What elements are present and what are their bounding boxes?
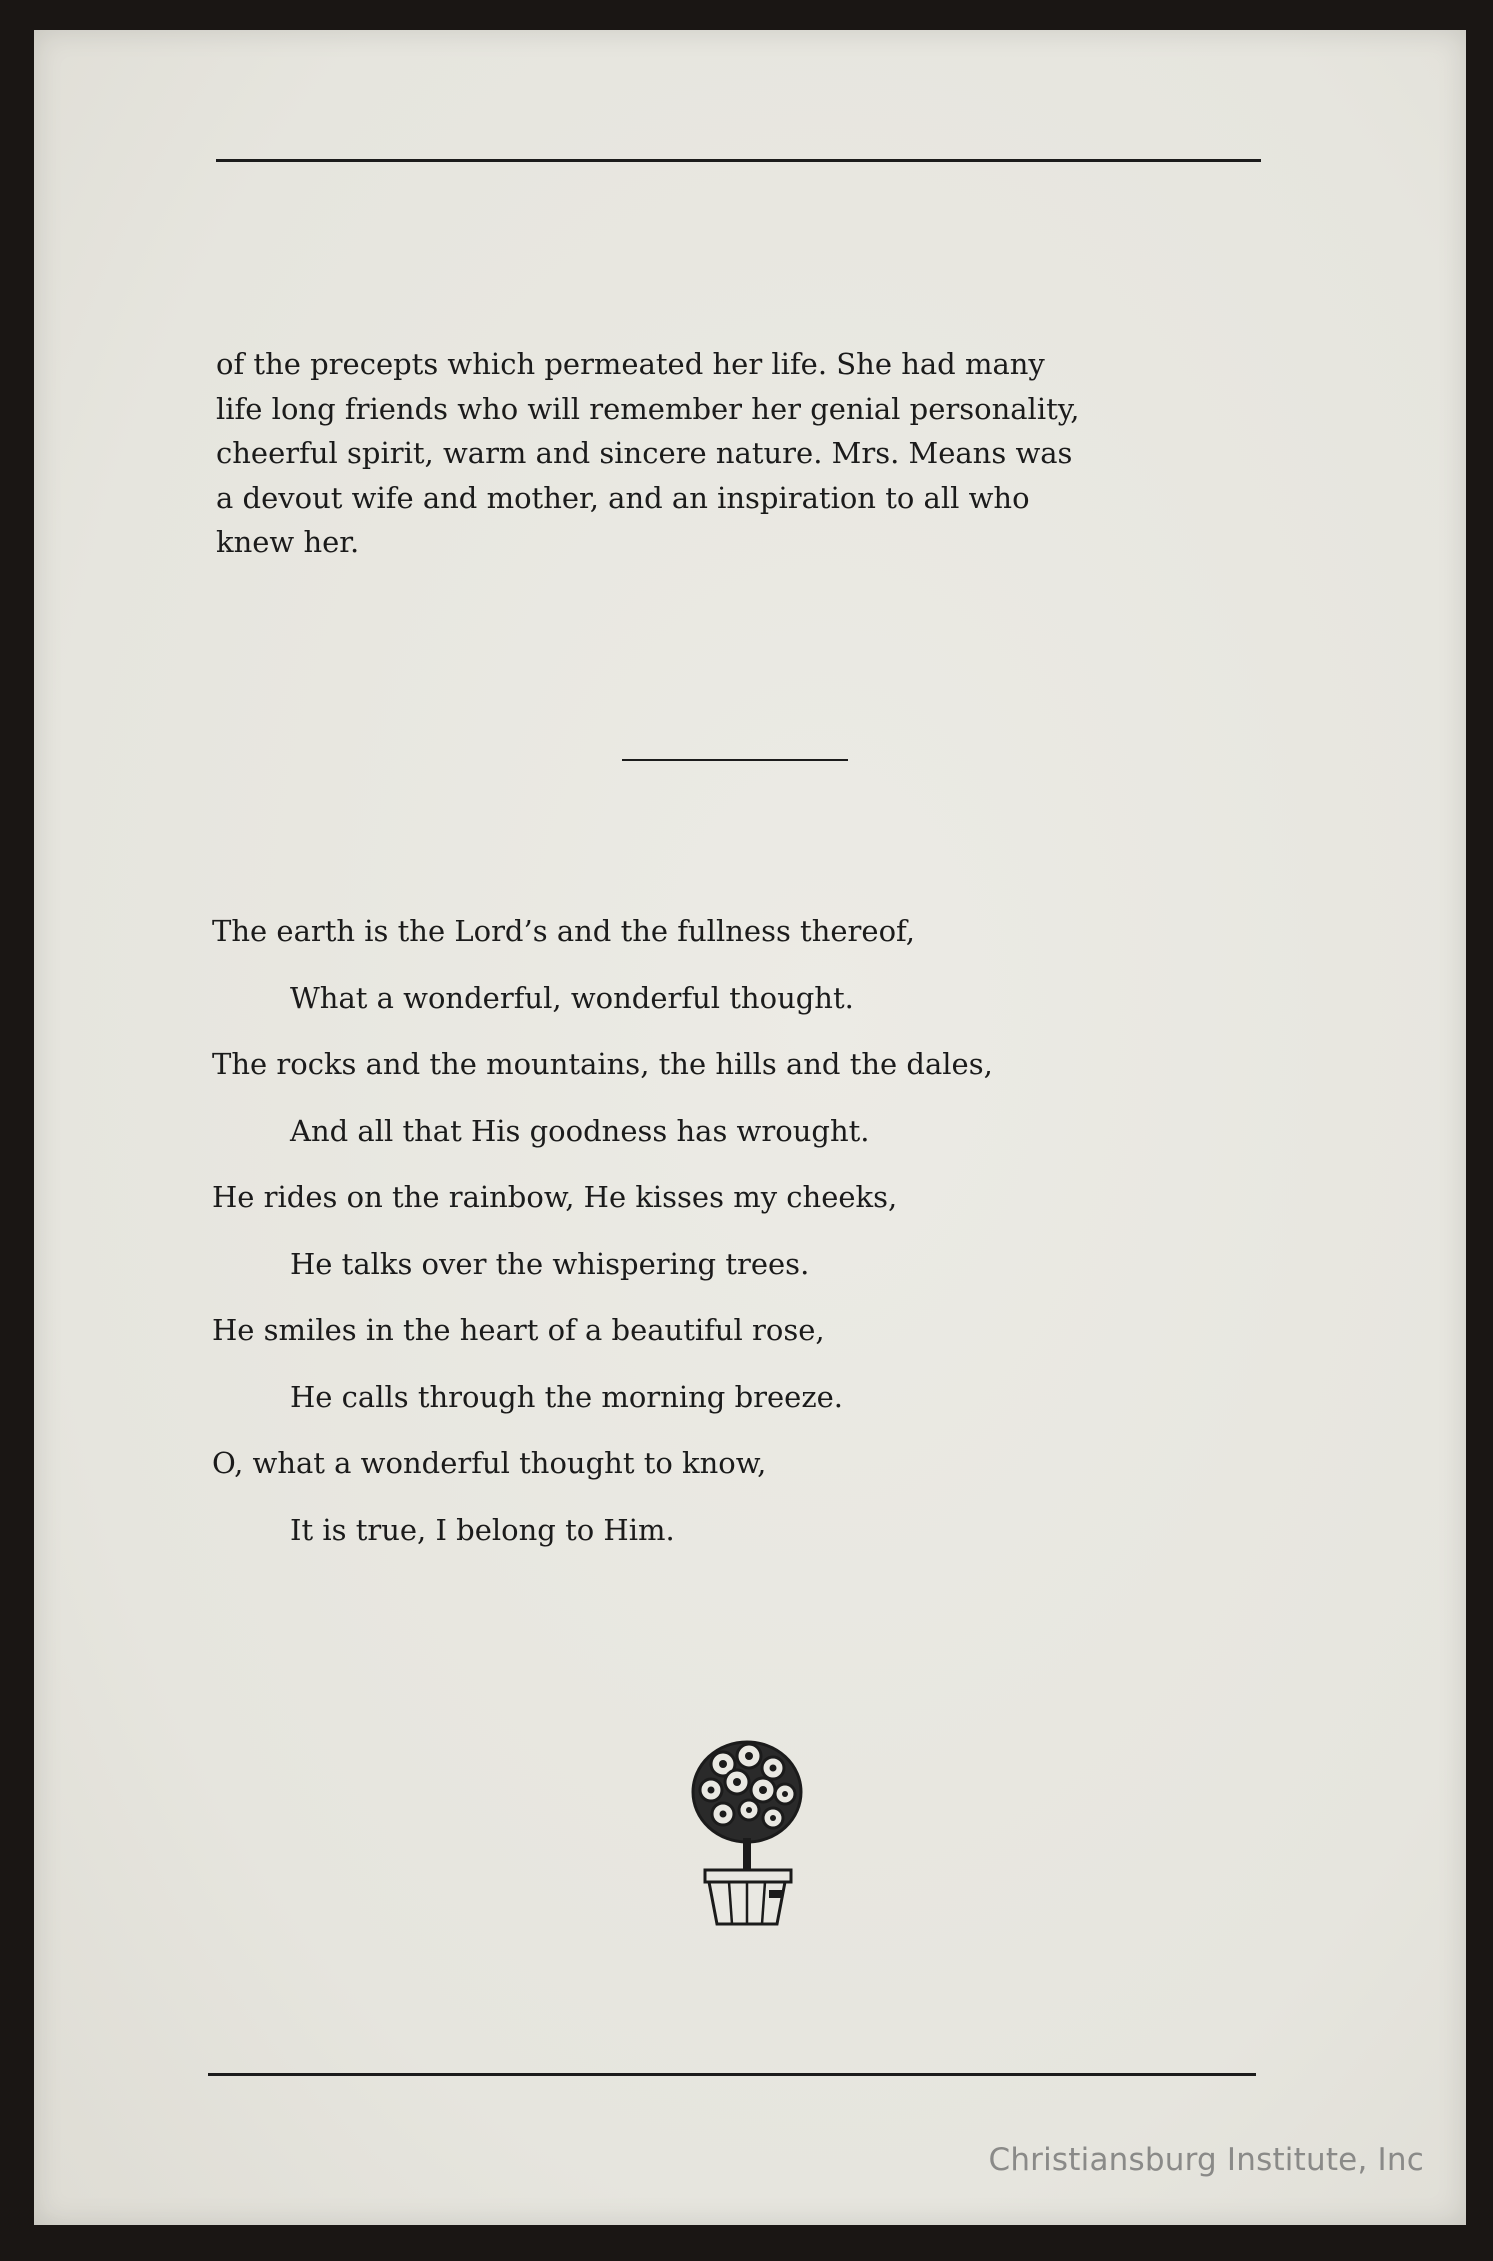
prose-line: life long friends who will remember her genial personality, bbox=[216, 391, 1080, 426]
prose-line: knew her. bbox=[216, 525, 360, 559]
poem-line: What a wonderful, wonderful thought. bbox=[290, 980, 854, 1015]
top-rule bbox=[216, 159, 1261, 162]
prose-line: a devout wife and mother, and an inspiration to all who bbox=[216, 480, 1030, 515]
poem-line: He talks over the whispering trees. bbox=[290, 1246, 810, 1281]
poem-line: O, what a wonderful thought to know, bbox=[212, 1446, 767, 1480]
poem-line: It is true, I belong to Him. bbox=[290, 1512, 675, 1547]
prose-line: cheerful spirit, warm and sincere nature. Mrs. Means was bbox=[216, 436, 1073, 470]
poem-line: He rides on the rainbow, He kisses my cheeks, bbox=[212, 1180, 898, 1214]
section-divider bbox=[622, 759, 848, 761]
poem-line: And all that His goodness has wrought. bbox=[290, 1113, 870, 1148]
poem-line: The earth is the Lord’s and the fullness thereof, bbox=[212, 914, 915, 948]
potted-topiary-tree-icon bbox=[677, 1730, 817, 1930]
obituary-paragraph bbox=[216, 342, 1280, 565]
bottom-rule bbox=[208, 2073, 1256, 2076]
prose-line: of the precepts which permeated her life. She had many bbox=[216, 347, 1045, 381]
poem-line: He smiles in the heart of a beautiful rose, bbox=[212, 1313, 825, 1347]
document-page bbox=[34, 30, 1466, 2225]
poem-line: The rocks and the mountains, the hills and the dales, bbox=[212, 1047, 993, 1081]
poem bbox=[212, 898, 1252, 1563]
watermark: Christiansburg Institute, Inc bbox=[988, 2142, 1424, 2178]
poem-line: He calls through the morning breeze. bbox=[290, 1379, 843, 1414]
